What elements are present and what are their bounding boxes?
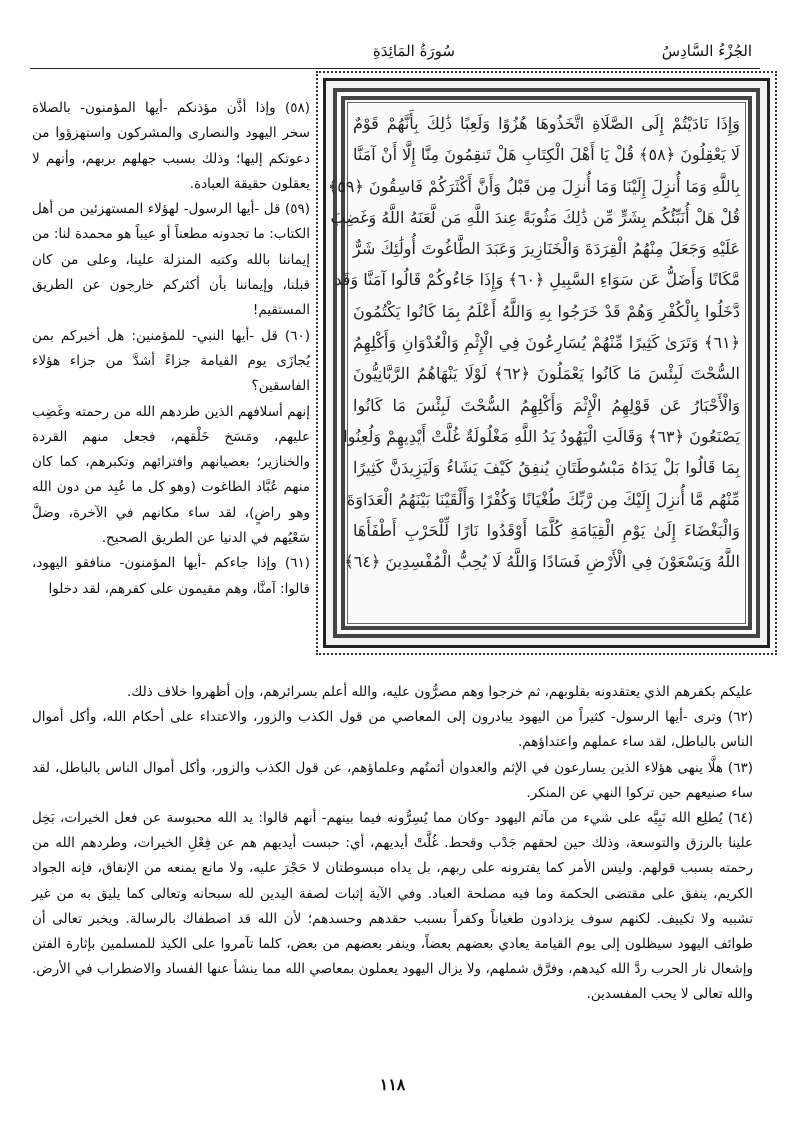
quran-line: دَّخَلُوا بِالْكُفْرِ وَهُمْ قَدْ خَرَجُوا بِهِ وَاللَّهُ أَعْلَمُ بِمَا كَانُوا يَكْتُمُونَ bbox=[353, 301, 740, 321]
surah-title: سُورَةُ المَائِدَةِ bbox=[372, 42, 455, 60]
tafsir-full-width bbox=[32, 680, 753, 1008]
quran-line: وَالْبَغْضَاءَ إِلَىٰ يَوْمِ الْقِيَامَةِ كُلَّمَا أَوْقَدُوا نَارًا لِّلْحَرْبِ أَطْفَأَهَا bbox=[353, 520, 740, 540]
tafsir-paragraph: (٦٠) قل -أيها النبي- للمؤمنين: هل أخبركم بمن يُجازَى يوم القيامة جزاءً أشدَّ من جزاء هؤلاء الفاسقين؟ bbox=[32, 327, 310, 395]
quran-line: يَصْنَعُونَ ﴿٦٣﴾ وَقَالَتِ الْيَهُودُ يَدُ اللَّهِ مَغْلُولَةٌ غُلَّتْ أَيْدِيهِمْ وَلُعِنُوا bbox=[343, 426, 740, 446]
page-number: ١١٨ bbox=[379, 1075, 406, 1094]
quran-line: مِّنْهُم مَّا أُنزِلَ إِلَيْكَ مِن رَّبِّكَ طُغْيَانًا وَكُفْرًا وَأَلْقَيْنَا بَيْنَهُمُ الْعَدَاوَةَ bbox=[346, 489, 740, 509]
quran-lines bbox=[327, 108, 741, 618]
quran-line: لَا يَعْقِلُونَ ﴿٥٨﴾ قُلْ يَا أَهْلَ الْكِتَابِ هَلْ تَنقِمُونَ مِنَّا إِلَّا أَنْ آمَنَّا bbox=[353, 145, 741, 165]
quran-line: بِمَا قَالُوا بَلْ يَدَاهُ مَبْسُوطَتَانِ يُنفِقُ كَيْفَ يَشَاءُ وَلَيَزِيدَنَّ كَثِيرًا bbox=[353, 458, 741, 478]
tafsir-paragraph: (٦١) وإذا جاءكم -أيها المؤمنون- منافقو اليهود، قالوا: آمنَّا، وهم مقيمون على كفرهم، لقد دخلوا bbox=[32, 555, 310, 597]
quran-line: مَّكَانًا وَأَضَلُّ عَن سَوَاءِ السَّبِيلِ ﴿٦٠﴾ وَإِذَا جَاءُوكُمْ قَالُوا آمَنَّا وَقَد bbox=[334, 270, 740, 290]
quran-text-box bbox=[327, 88, 760, 638]
tafsir-paragraph: (٥٨) وإذا أذَّن مؤذنكم -أيها المؤمنون- بالصلاة سخر اليهود والنصارى والمشركون واستهزؤوا من دعوتكم إليها؛ وذلك بسبب جهلهم بربهم، وأنهم لا يعقلون حقيقة العبادة. bbox=[32, 100, 310, 192]
quran-line: ﴿٦١﴾ وَتَرَىٰ كَثِيرًا مِّنْهُمْ يُسَارِعُونَ فِي الْإِثْمِ وَالْعُدْوَانِ وَأَكْلِهِمُ bbox=[353, 333, 740, 353]
quran-frame bbox=[323, 78, 770, 648]
quran-line: قُلْ هَلْ أُنَبِّئُكُم بِشَرٍّ مِّن ذَٰلِكَ مَثُوبَةً عِندَ اللَّهِ مَن لَّعَنَهُ اللَّهُ وَغَضِبَ bbox=[330, 207, 740, 227]
quran-line: السُّحْتَ لَبِئْسَ مَا كَانُوا يَعْمَلُونَ ﴿٦٢﴾ لَوْلَا يَنْهَاهُمُ الرَّبَّانِيُّونَ bbox=[353, 364, 740, 384]
page-header bbox=[30, 38, 760, 66]
quran-line: بِاللَّهِ وَمَا أُنزِلَ إِلَيْنَا وَمَا أُنزِلَ مِن قَبْلُ وَأَنَّ أَكْثَرَكُمْ فَاسِقُونَ ﴿٥٩﴾ bbox=[327, 176, 740, 196]
quran-line: عَلَيْهِ وَجَعَلَ مِنْهُمُ الْقِرَدَةَ وَالْخَنَازِيرَ وَعَبَدَ الطَّاغُوتَ أُولَٰئِكَ شَرٌّ bbox=[353, 239, 740, 259]
juz-title: الجُزْءُ السَّادِسُ bbox=[661, 42, 752, 60]
tafsir-paragraph: إنهم أسلافهم الذين طردهم الله من رحمته وغَضِب عليهم، ومَسَخ خَلْقهم، فجعل منهم القردة والخنازير؛ بعصيانهم وافترائهم وتكبرهم، كما كان منهم عُبَّاد الطاغوت (وهو كل ما عُبِد من دون الله وهو راضٍ)، لقد ساء مكانهم في الآخرة، وضلَّ سَعْيُهم في الدنيا عن الطريق الصحيح. bbox=[32, 403, 310, 547]
tafsir-paragraph: عليكم بكفرهم الذي يعتقدونه بقلوبهم، ثم خرجوا وهم مصرُّون عليه، والله أعلم بسرائرهم، وإن أظهروا خلاف ذلك. bbox=[126, 684, 753, 700]
quran-line: اللَّهُ وَيَسْعَوْنَ فِي الْأَرْضِ فَسَادًا وَاللَّهُ لَا يُحِبُّ الْمُفْسِدِينَ ﴿٦٤﴾ bbox=[344, 552, 740, 572]
tafsir-paragraph: (٥٩) قل -أيها الرسول- لهؤلاء المستهزئين من أهل الكتاب: ما تجدونه مطعناً أو عيباً هو محمدة لنا: من إيماننا بالله وكتبه المنزلة علينا، وعلى من كان قبلنا، وإيماننا بأن أكثركم خارجون عن الطريق المستقيم! bbox=[32, 201, 310, 319]
tafsir-paragraph: (٦٣) هلَّا ينهى هؤلاء الذين يسارعون في الإثم والعدوان أئمتُهم وعلماؤهم، عن قول الكذب والزور، وأكل أموال الناس بالباطل، لقد ساء صنيعهم حين تركوا النهي عن المنكر. bbox=[32, 759, 753, 801]
quran-line: وَإِذَا نَادَيْتُمْ إِلَى الصَّلَاةِ اتَّخَذُوهَا هُزُوًا وَلَعِبًا ذَٰلِكَ بِأَنَّهُمْ قَوْمٌ bbox=[353, 114, 740, 133]
tafsir-side-column bbox=[32, 96, 310, 602]
header-rule bbox=[30, 68, 760, 69]
quran-line: وَالْأَحْبَارُ عَن قَوْلِهِمُ الْإِثْمَ وَأَكْلِهِمُ السُّحْتَ لَبِئْسَ مَا كَانُوا bbox=[353, 395, 740, 415]
tafsir-paragraph: (٦٤) يُطلِع الله نَبِيَّه على شيء من مآثم اليهود -وكان مما يُسِرُّونه فيما بينهم- أنهم قالوا: يد الله محبوسة عن فعل الخيرات، بَخِل علينا بالرزق والتوسعة، وذلك حين لحقهم جَدْب وقحط. غُلَّتْ أيديهم، أي: حبست أيديهم هم عن فِعْلِ الخيرات، وطردهم الله من رحمته بسبب قولهم. وليس الأمر كما يفترونه على ربهم، بل يداه مبسوطتان لا حَجْرَ عليه، ولا مانع يمنعه من الإنفاق، فإنه الجواد الكريم، ينفق على مقتضى الحكمة وما فيه مصلحة العباد. وفي الآية إثبات لصفة اليدين لله سبحانه وتعالى كما يليق به من غير تشبيه ولا تكييف. لكنهم سوف يزدادون طغياناً وكفراً بسبب حقدهم وحسدهم؛ لأن الله قد اصطفاك بالرسالة. ويخبر تعالى أن طوائف اليهود سيظلون إلى يوم القيامة يعادي بعضهم بعضاً، وينفر بعضهم من بعض، كلما تآمروا على الكيد للمسلمين بإثارة الفتن وإشعال نار الحرب ردَّ الله كيدهم، وفرَّق شملهم، ولا يزال اليهود يعملون بمعاصي الله مما ينشأ عنها الفساد والاضطراب في الأرض. والله تعالى لا يحب المفسدين. bbox=[32, 810, 753, 1003]
tafsir-paragraph: (٦٢) وترى -أيها الرسول- كثيراً من اليهود يبادرون إلى المعاصي من قول الكذب والزور، والاعتداء على أحكام الله، وأكل أموال الناس بالباطل، لقد ساء عملهم واعتداؤهم. bbox=[32, 709, 753, 751]
